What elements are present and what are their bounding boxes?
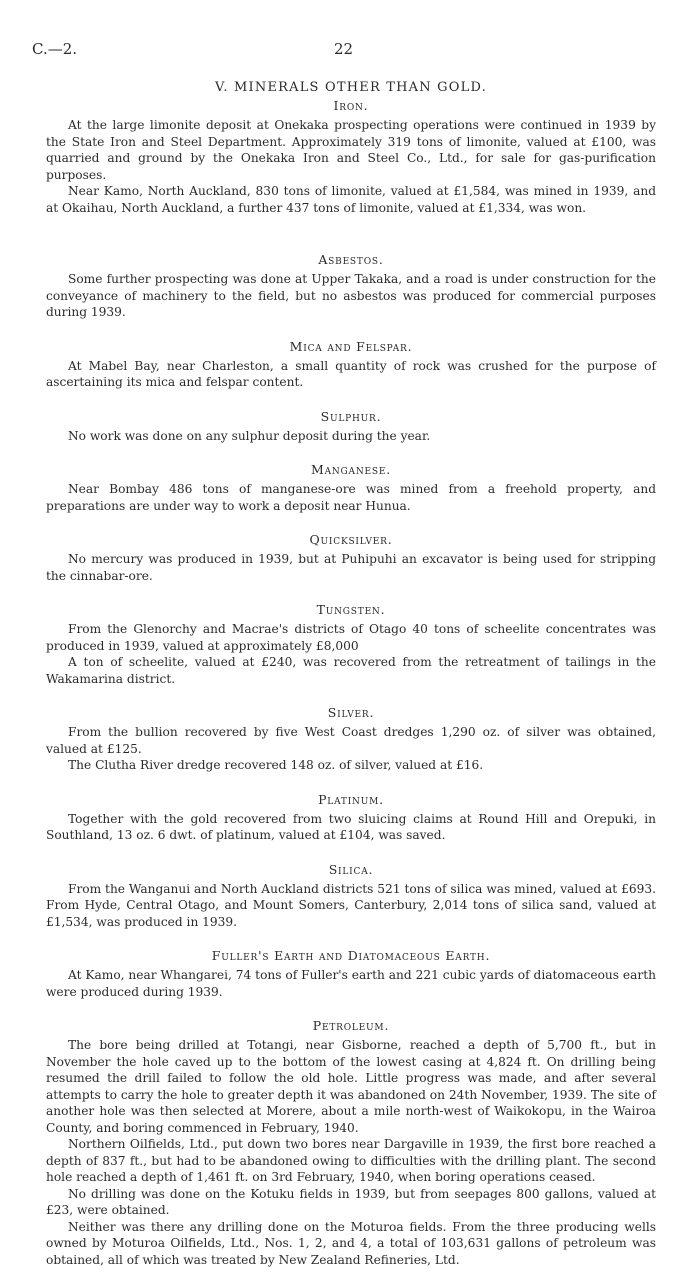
section-title-silver: Silver. [327, 705, 375, 720]
page-title: V. MINERALS OTHER THAN GOLD. [215, 80, 487, 95]
section-title-fullers-earth: Fuller's Earth and Diatomaceous Earth. [211, 948, 491, 963]
section-title-quicksilver: Quicksilver. [309, 532, 393, 547]
page-number: 22 [334, 40, 354, 58]
section-silver [46, 705, 656, 774]
section-title-silica: Silica. [328, 861, 374, 877]
section-title-petroleum: Petroleum. [312, 1018, 390, 1033]
paragraph: Neither was there any drilling done on the Moturoa fields. From the three producing wells owned by Moturoa Oilfields, Ltd., Nos. 1, 2, and 4, a total of 103,631 gallons of petroleum was obtained, all of which was treated by New Zealand Refineries, Ltd. [46, 1219, 656, 1267]
paragraph: No drilling was done on the Kotuku fields in 1939, but from seepages 800 gallons, valued at £23, were obtained. [46, 1186, 656, 1217]
section-silica [46, 862, 656, 931]
section-quicksilver [46, 532, 656, 584]
paragraph: From the bullion recovered by five West Coast dredges 1,290 oz. of silver was obtained, valued at £125. [46, 725, 656, 756]
section-fullers-earth [46, 948, 656, 1000]
paragraph: From the Glenorchy and Macrae's districts of Otago 40 tons of scheelite concentrates was produced in 1939, valued at approximately £8,000 [46, 622, 656, 653]
section-title-mica-felspar: Mica and Felspar. [289, 338, 413, 354]
paragraph: The bore being drilled at Totangi, near Gisborne, reached a depth of 5,700 ft., but in November the hole caved up to the bottom of the lowest casing at 4,824 ft. On drilling being resumed the drill failed to follow the old hole. Little progress was made, and after several attempts to carry the hole to greater depth it was abandoned on 24th November, 1939. The site of another hole was then selected at Morere, about a mile north-west of Waikokopu, in the Wairoa County, and boring commenced in February, 1940. [46, 1038, 656, 1135]
section-manganese [46, 462, 656, 514]
paragraph: The Clutha River dredge recovered 148 oz. of silver, valued at £16. [68, 758, 484, 772]
section-tungsten [46, 602, 656, 687]
paragraph: Near Kamo, North Auckland, 830 tons of limonite, valued at £1,584, was mined in 1939, and at Okaihau, North Auckland, a further 437 tons of limonite, valued at £1,334, was won. [46, 184, 656, 215]
paragraph: From the Wanganui and North Auckland districts 521 tons of silica was mined, valued at £693. From Hyde, Central Otago, and Mount Somers, Canterbury, 2,014 tons of silica sand, valued at £1,534, was produced in 1939. [46, 881, 656, 929]
paragraph: Northern Oilfields, Ltd., put down two bores near Dargaville in 1939, the first bore reached a depth of 837 ft., but had to be abandoned owing to difficulties with the drilling plant. The second hole reached a depth of 1,461 ft. on 3rd February, 1940, when boring operations ceased. [46, 1137, 656, 1184]
paragraph: No mercury was produced in 1939, but at Puhipuhi an excavator is being used for stripping the cinnabar-ore. [46, 552, 656, 583]
paragraph: Some further prospecting was done at Upper Takaka, and a road is under construction for the conveyance of machinery to the field, but no asbestos was produced for commercial purposes during 1939. [46, 272, 656, 319]
paragraph: A ton of scheelite, valued at £240, was recovered from the retreatment of tailings in the Wakamarina district. [46, 655, 656, 686]
section-asbestos [46, 252, 656, 321]
section-iron [46, 98, 656, 216]
section-petroleum [46, 1018, 656, 1268]
paragraph: Near Bombay 486 tons of manganese-ore was mined from a freehold property, and preparations are under way to work a deposit near Hunua. [46, 482, 656, 513]
section-title-asbestos: Asbestos. [318, 252, 384, 267]
paragraph: At Mabel Bay, near Charleston, a small quantity of rock was crushed for the purpose of ascertaining its mica and felspar content. [46, 358, 656, 389]
document-body [46, 80, 656, 1286]
section-title-manganese: Manganese. [310, 462, 392, 477]
section-title-platinum: Platinum. [318, 791, 384, 807]
paragraph: No work was done on any sulphur deposit during the year. [68, 428, 431, 443]
section-title-tungsten: Tungsten. [316, 602, 386, 617]
section-mica-felspar [46, 339, 656, 391]
section-platinum [46, 792, 656, 844]
section-title-sulphur: Sulphur. [320, 408, 382, 424]
paragraph: At the large limonite deposit at Onekaka prospecting operations were continued in 1939 by the State Iron and Steel Department. Approximately 319 tons of limonite, valued at £100, was quarried and ground by the Onekaka Iron and Steel Co., Ltd., for sale for gas-purification purposes. [46, 118, 656, 182]
paragraph: At Kamo, near Whangarei, 74 tons of Fuller's earth and 221 cubic yards of diatomaceous earth were produced during 1939. [46, 968, 656, 999]
section-sulphur [46, 409, 656, 445]
section-title-iron: Iron. [333, 98, 369, 113]
paragraph: Together with the gold recovered from two sluicing claims at Round Hill and Orepuki, in Southland, 13 oz. 6 dwt. of platinum, valued at £104, was saved. [46, 811, 656, 842]
document-reference: C.—2. [32, 40, 78, 58]
